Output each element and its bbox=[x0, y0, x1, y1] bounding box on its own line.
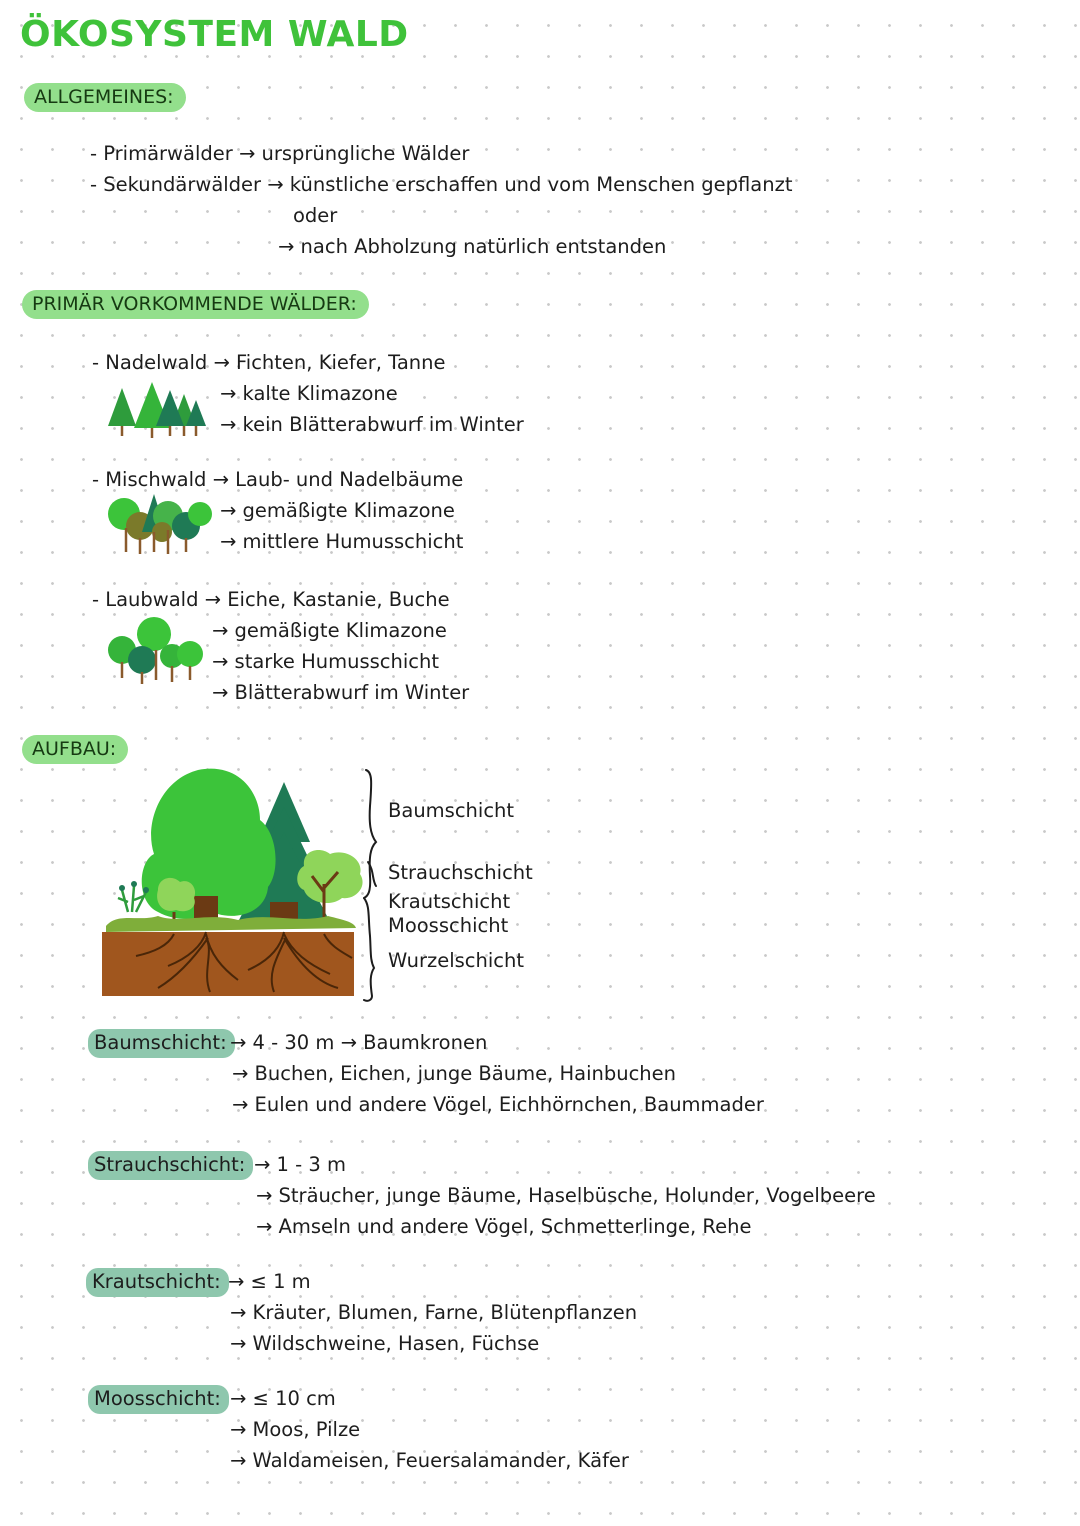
detail-label-moosschicht: Moosschicht: bbox=[88, 1385, 229, 1414]
text-line: → Blätterabwurf im Winter bbox=[212, 681, 470, 704]
text-line: → mittlere Humusschicht bbox=[220, 530, 464, 553]
text-line: → 4 - 30 m → Baumkronen bbox=[230, 1031, 488, 1054]
text-line: → gemäßigte Klimazone bbox=[220, 499, 455, 522]
detail-label-strauchschicht: Strauchschicht: bbox=[88, 1151, 253, 1180]
layer-label: Krautschicht bbox=[388, 890, 511, 913]
layer-label: Wurzelschicht bbox=[388, 949, 524, 972]
text-line: → nach Abholzung natürlich entstanden bbox=[278, 235, 667, 258]
text-line: → starke Humusschicht bbox=[212, 650, 440, 673]
layer-label: Moosschicht bbox=[388, 914, 509, 937]
text-line: → Amseln und andere Vögel, Schmetterlinge, Rehe bbox=[256, 1215, 752, 1238]
text-line: → Buchen, Eichen, junge Bäume, Hainbuchen bbox=[232, 1062, 677, 1085]
section-heading-allgemeines: ALLGEMEINES: bbox=[24, 83, 186, 112]
layer-label: Strauchschicht bbox=[388, 861, 533, 884]
text-line: - Laubwald → Eiche, Kastanie, Buche bbox=[92, 588, 450, 611]
section-heading-aufbau: AUFBAU: bbox=[22, 735, 128, 764]
detail-label-krautschicht: Krautschicht: bbox=[86, 1268, 229, 1297]
section-heading-primaer: PRIMÄR VORKOMMENDE WÄLDER: bbox=[22, 290, 369, 319]
page-title: ÖKOSYSTEM WALD bbox=[20, 14, 409, 55]
text-line: - Mischwald → Laub- und Nadelbäume bbox=[92, 468, 464, 491]
detail-label-baumschicht: Baumschicht: bbox=[88, 1029, 235, 1058]
text-line: → kalte Klimazone bbox=[220, 382, 398, 405]
text-line: - Primärwälder → ursprüngliche Wälder bbox=[90, 142, 470, 165]
text-line: → Kräuter, Blumen, Farne, Blütenpflanzen bbox=[230, 1301, 638, 1324]
text-line: - Nadelwald → Fichten, Kiefer, Tanne bbox=[92, 351, 446, 374]
forest-layers-illustration bbox=[98, 762, 366, 1002]
text-line: → Wildschweine, Hasen, Füchse bbox=[230, 1332, 540, 1355]
text-line: → ≤ 1 m bbox=[228, 1270, 311, 1293]
deciduous-forest-icon bbox=[104, 614, 206, 686]
mixed-forest-icon bbox=[104, 492, 214, 556]
curly-brace-icon bbox=[360, 766, 384, 1002]
text-line: → Moos, Pilze bbox=[230, 1418, 361, 1441]
text-line: → Eulen und andere Vögel, Eichhörnchen, Baummader bbox=[232, 1093, 764, 1116]
text-line: → ≤ 10 cm bbox=[230, 1387, 336, 1410]
text-line: → Waldameisen, Feuersalamander, Käfer bbox=[230, 1449, 629, 1472]
text-line: oder bbox=[293, 204, 338, 227]
text-line: → Sträucher, junge Bäume, Haselbüsche, Holunder, Vogelbeere bbox=[256, 1184, 876, 1207]
text-line: → kein Blätterabwurf im Winter bbox=[220, 413, 524, 436]
conifer-forest-icon bbox=[104, 380, 208, 440]
text-line: - Sekundärwälder → künstliche erschaffen und vom Menschen gepflanzt bbox=[90, 173, 793, 196]
layer-label: Baumschicht bbox=[388, 799, 515, 822]
text-line: → gemäßigte Klimazone bbox=[212, 619, 447, 642]
text-line: → 1 - 3 m bbox=[254, 1153, 346, 1176]
